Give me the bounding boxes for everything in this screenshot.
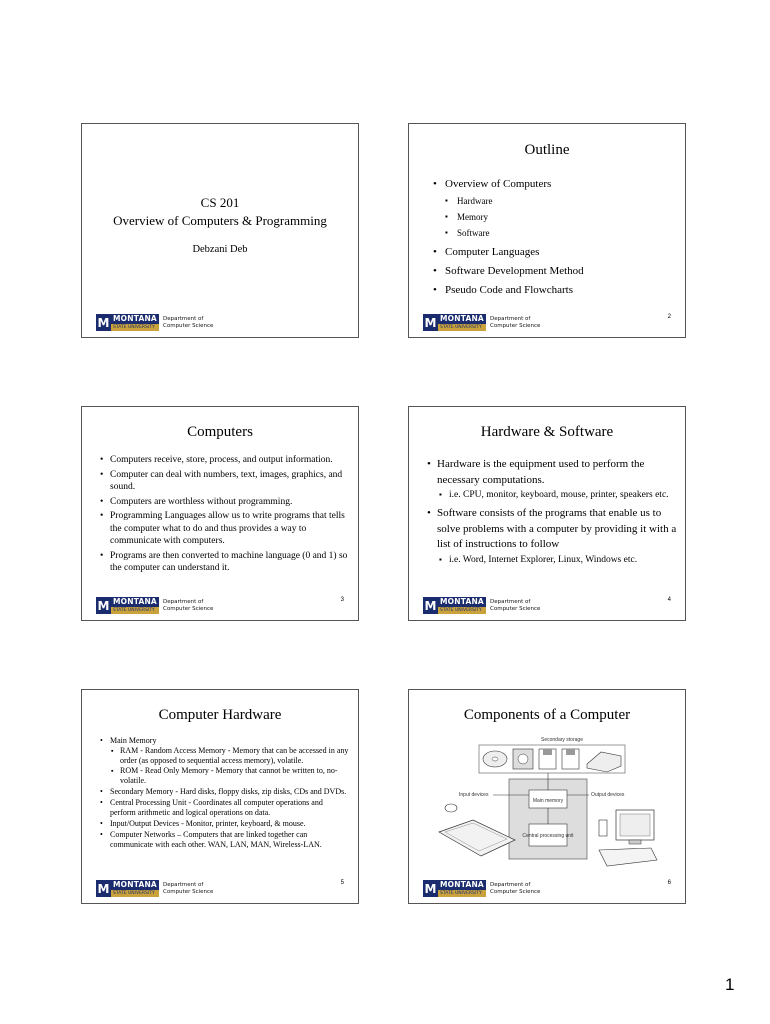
bullet-list: [425, 457, 677, 571]
msu-logo: [423, 597, 486, 614]
msu-logo: [96, 314, 159, 331]
logo-bottom: STATE UNIVERSITY: [438, 890, 486, 897]
list-item: • Computer Networks – Computers that are linked together can communicate with each other. WAN, LAN, MAN, Wireless-LAN.: [98, 830, 350, 850]
mouse-icon: [445, 804, 457, 812]
sub-list: [437, 553, 677, 567]
printer-icon: [599, 848, 657, 866]
slide-title: Outline: [524, 142, 570, 158]
department-label: [490, 316, 540, 329]
logo-mark: M: [97, 315, 110, 330]
department-line2: Computer Science: [490, 322, 541, 329]
bullet-list: [98, 454, 348, 577]
sub-item: ▪ RAM - Random Access Memory - Memory that can be accessed in any order (as opposed to sequential access memory), volatile.: [110, 746, 350, 766]
logo-mark: M: [424, 598, 437, 613]
course-code: CS 201: [200, 195, 240, 210]
list-item: [98, 736, 350, 786]
logo-bottom: STATE UNIVERSITY: [111, 607, 159, 614]
department-line2: Computer Science: [490, 888, 541, 895]
bullet-text: Main Memory: [110, 736, 157, 745]
sub-item: ▪ ROM - Read Only Memory - Memory that cannot be written to, no-volatile.: [110, 766, 350, 786]
sub-list: [110, 746, 350, 786]
sub-item: ▪ i.e. CPU, monitor, keyboard, mouse, printer, speakers etc.: [437, 488, 677, 502]
logo-top: MONTANA: [111, 597, 159, 607]
logo-mark: M: [97, 598, 110, 613]
sub-list: [437, 488, 677, 502]
keyboard-icon: [439, 820, 515, 856]
slide-2-outline: [408, 123, 686, 338]
bullet-list: [433, 176, 678, 301]
department-line1: Department of: [163, 316, 204, 322]
department-line1: Department of: [163, 599, 204, 605]
floppy-disk-icon: [562, 749, 579, 769]
list-item: • Pseudo Code and Flowcharts: [433, 282, 678, 298]
bullet-text: Software consists of the programs that enable us to solve problems with a computer by providing it with a list of instructions to follow: [437, 507, 677, 550]
logo-bottom: STATE UNIVERSITY: [111, 324, 159, 331]
list-item: • Software Development Method: [433, 263, 678, 279]
department-line1: Department of: [490, 316, 531, 322]
logo-top: MONTANA: [438, 597, 486, 607]
slide-page-number: 3: [340, 597, 344, 603]
list-item: • Computers are worthless without programming.: [98, 496, 348, 509]
slide-1-heading: [82, 194, 358, 230]
slide-page-number: 2: [667, 314, 671, 320]
slide-footer: [96, 880, 213, 897]
list-item: • Computer Languages: [433, 244, 678, 260]
list-item: • Secondary Memory - Hard disks, floppy disks, zip disks, CDs and DVDs.: [98, 787, 350, 797]
slide-footer: [423, 314, 540, 331]
list-item: • Programs are then converted to machine language (0 and 1) so the computer can understand it.: [98, 550, 348, 575]
slide-1-title: [81, 123, 359, 338]
department-line2: Computer Science: [163, 605, 214, 612]
cpu-label: Central processing unit: [522, 833, 574, 839]
course-title: Overview of Computers & Programming: [113, 213, 327, 228]
monitor-icon: [616, 810, 654, 844]
list-item: [425, 506, 677, 567]
slide-page-number: 6: [667, 880, 671, 886]
slide-footer: [96, 314, 213, 331]
list-item: [425, 457, 677, 502]
author: Debzani Deb: [192, 244, 248, 255]
main-memory-label: Main memory: [532, 798, 564, 804]
slide-5-computer-hardware: [81, 689, 359, 904]
speaker-icon: [599, 820, 607, 836]
slide-4-hardware-software: [408, 406, 686, 621]
msu-logo: [96, 597, 159, 614]
logo-top: MONTANA: [111, 314, 159, 324]
department-line2: Computer Science: [163, 888, 214, 895]
slide-3-computers: [81, 406, 359, 621]
logo-mark: M: [424, 315, 437, 330]
list-item: • Computer can deal with numbers, text, images, graphics, and sound.: [98, 469, 348, 494]
logo-top: MONTANA: [438, 314, 486, 324]
secondary-storage-label: Secondary storage: [541, 737, 583, 743]
department-label: [163, 316, 213, 329]
logo-bottom: STATE UNIVERSITY: [438, 607, 486, 614]
slide-title: Hardware & Software: [480, 424, 614, 440]
list-item: • Programming Languages allow us to write programs that tells the computer what to do and thus provides a way to communicate with computers.: [98, 510, 348, 548]
logo-mark: M: [97, 881, 110, 896]
slide-page-number: 5: [340, 880, 344, 886]
logo-top: MONTANA: [111, 880, 159, 890]
list-item: [433, 176, 678, 241]
list-item: • Central Processing Unit - Coordinates all computer operations and perform arithmetic and logical operations on data.: [98, 798, 350, 818]
slide-6-components: [408, 689, 686, 904]
slide-footer: [423, 880, 540, 897]
logo-bottom: STATE UNIVERSITY: [438, 324, 486, 331]
output-devices-label: Output devices: [591, 792, 625, 798]
sub-item: ▪ Software: [445, 225, 678, 241]
list-item: • Computers receive, store, process, and output information.: [98, 454, 348, 467]
bullet-list: [98, 736, 350, 851]
logo-top: MONTANA: [438, 880, 486, 890]
input-devices-label: Input devices: [459, 792, 489, 798]
department-label: [163, 599, 213, 612]
logo-bottom: STATE UNIVERSITY: [111, 890, 159, 897]
floppy-disk-icon: [539, 749, 556, 769]
department-line2: Computer Science: [490, 605, 541, 612]
slide-title: Computer Hardware: [158, 707, 282, 723]
computer-components-diagram: [431, 732, 665, 874]
sub-item: ▪ Memory: [445, 209, 678, 225]
msu-logo: [96, 880, 159, 897]
sub-item: ▪ i.e. Word, Internet Explorer, Linux, Windows etc.: [437, 553, 677, 567]
slide-footer: [96, 597, 213, 614]
department-label: [163, 882, 213, 895]
msu-logo: [423, 314, 486, 331]
slide-page-number: 4: [667, 597, 671, 603]
department-label: [490, 882, 540, 895]
department-line1: Department of: [490, 599, 531, 605]
page-number: 1: [725, 975, 735, 994]
cd-disc-icon: [483, 751, 507, 767]
bullet-text: Hardware is the equipment used to perform the necessary computations.: [437, 458, 645, 486]
sub-list: [445, 193, 678, 241]
logo-mark: M: [424, 881, 437, 896]
list-item: • Input/Output Devices - Monitor, printer, keyboard, & mouse.: [98, 819, 350, 829]
department-line1: Department of: [163, 882, 204, 888]
department-label: [490, 599, 540, 612]
slide-footer: [423, 597, 540, 614]
department-line1: Department of: [490, 882, 531, 888]
slide-title: Components of a Computer: [463, 707, 631, 723]
bullet-text: Overview of Computers: [445, 178, 552, 190]
department-line2: Computer Science: [163, 322, 214, 329]
zip-disk-icon: [513, 749, 533, 769]
sub-item: ▪ Hardware: [445, 193, 678, 209]
disk-drive-icon: [587, 752, 621, 772]
msu-logo: [423, 880, 486, 897]
slide-title: Computers: [187, 424, 253, 440]
